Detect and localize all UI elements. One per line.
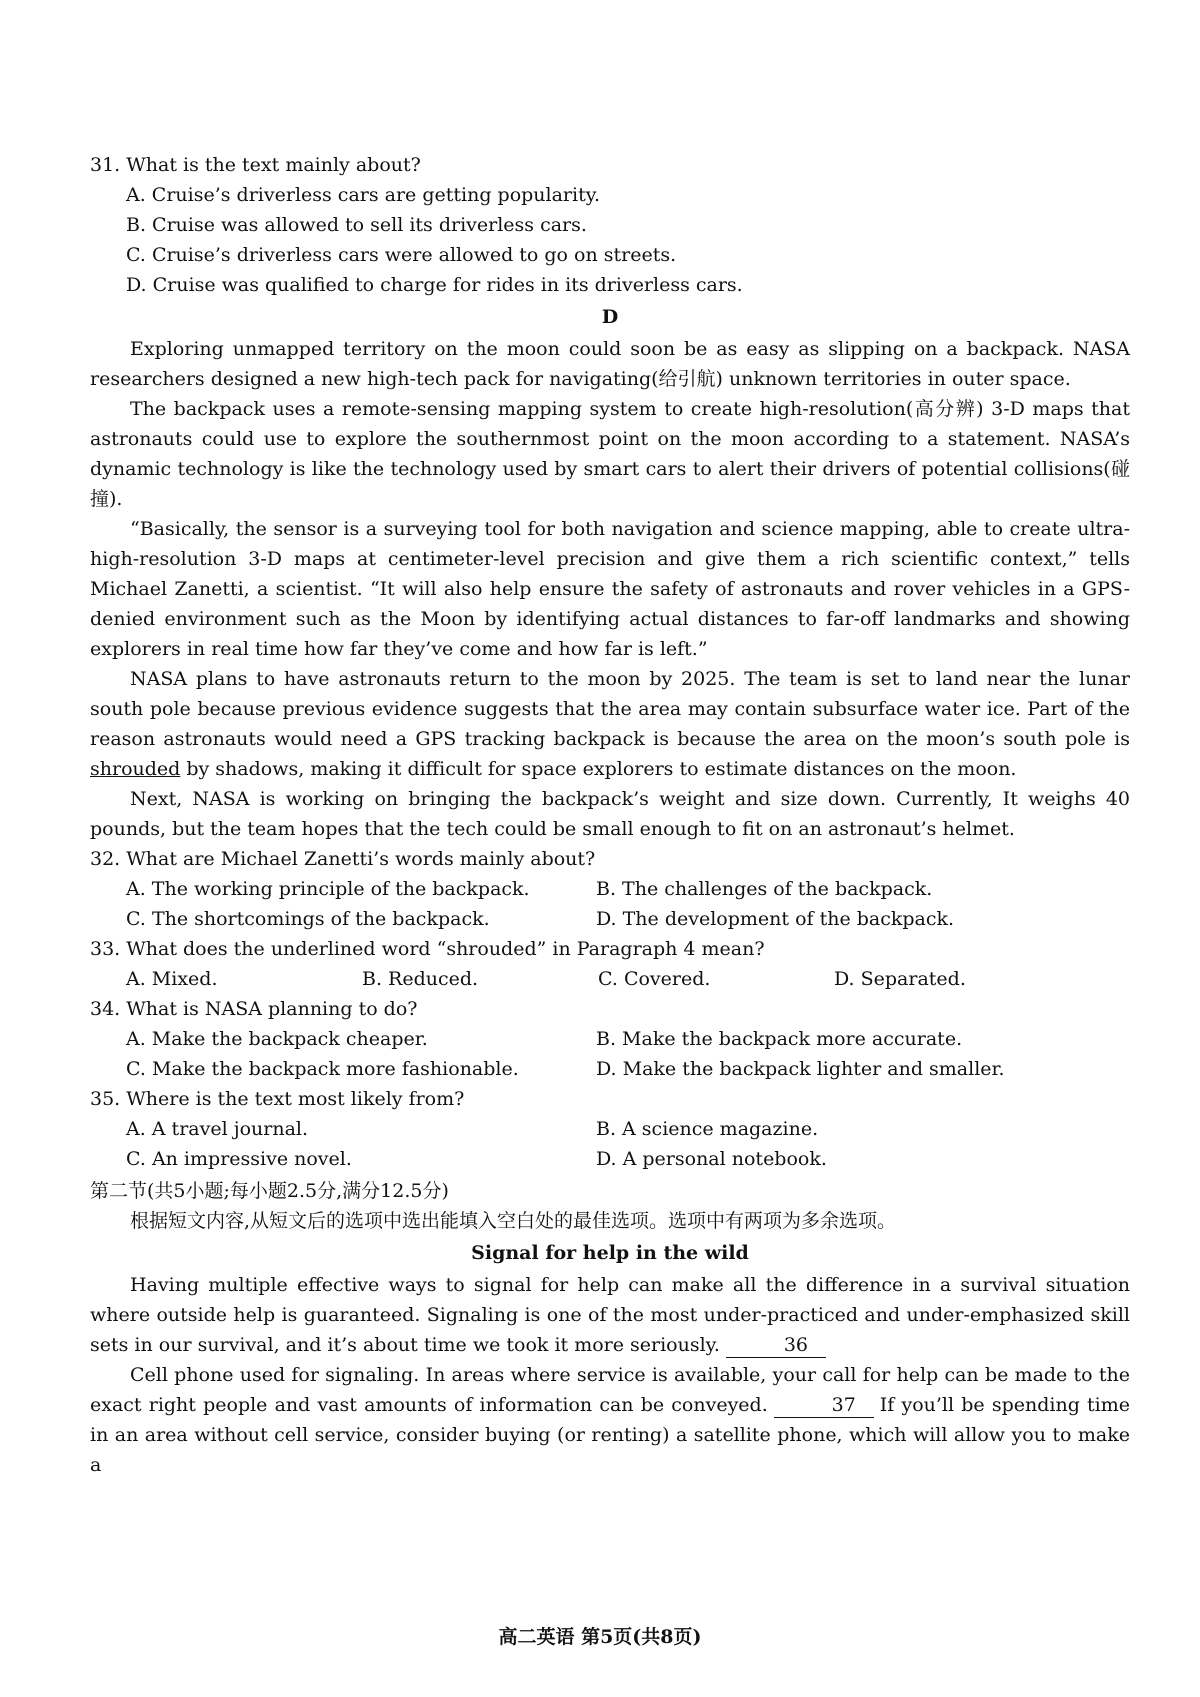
underlined-word: shrouded — [90, 758, 181, 780]
question-stem: 33. What does the underlined word “shrouded” in Paragraph 4 mean? — [90, 938, 765, 960]
question-31 — [90, 150, 1130, 300]
paragraph-4 — [90, 664, 1130, 784]
question-stem: 32. What are Michael Zanetti’s words mainly about? — [90, 848, 596, 870]
option-c: C. Cruise’s driverless cars were allowed to go on streets. — [126, 244, 677, 266]
option-d: D. A personal notebook. — [596, 1148, 827, 1170]
paragraph-2: The backpack uses a remote-sensing mapping system to create high-resolution(高分辨) 3-D maps that astronauts could use to explore the southernmost point on the moon according to a statement. NASA’s dynamic technology is like the technology used by smart cars to alert their drivers of potential collisions(碰撞). — [90, 398, 1130, 510]
blank-37: 37 — [774, 1393, 874, 1418]
page-footer: 高二英语 第5页(共8页) — [498, 1626, 702, 1648]
question-stem: 31. What is the text mainly about? — [90, 154, 421, 176]
blank-36: 36 — [726, 1333, 826, 1358]
option-d: D. Cruise was qualified to charge for rides in its driverless cars. — [126, 274, 743, 296]
option-c: C. Covered. — [598, 968, 711, 990]
question-33 — [90, 934, 1130, 994]
paragraph-3: “Basically, the sensor is a surveying tool for both navigation and science mapping, able to create ultra-high-resolution 3-D maps at centimeter-level precision and give them a rich scientific context,” tells Michael Zanetti, a scientist. “It will also help ensure the safety of astronauts and rover vehicles in a GPS-denied environment such as the Moon by identifying actual distances to far-off landmarks and showing explorers in real time how far they’ve come and how far is left.” — [90, 518, 1130, 660]
question-stem: 34. What is NASA planning to do? — [90, 998, 418, 1020]
option-d: D. The development of the backpack. — [596, 908, 955, 930]
question-stem: 35. Where is the text most likely from? — [90, 1088, 465, 1110]
option-a: A. Make the backpack cheaper. — [126, 1028, 428, 1050]
option-d: D. Separated. — [834, 968, 966, 990]
exam-page — [90, 150, 1130, 1480]
paragraph-4-text-end: by shadows, making it difficult for space explorers to estimate distances on the moon. — [180, 758, 1017, 780]
paragraph-5: Next, NASA is working on bringing the backpack’s weight and size down. Currently, It weighs 40 pounds, but the team hopes that the tech could be small enough to fit on an astronaut’s helmet. — [90, 788, 1130, 840]
paragraph-2-text: Cell phone used for signaling. In areas where service is available, your call for help can be made to the exact right people and vast amounts of information can be conveyed. — [90, 1364, 1130, 1416]
option-c: C. The shortcomings of the backpack. — [126, 908, 490, 930]
option-d: D. Make the backpack lighter and smaller. — [596, 1058, 1005, 1080]
option-c: C. An impressive novel. — [126, 1148, 352, 1170]
section-heading: 第二节(共5小题;每小题2.5分,满分12.5分) — [90, 1180, 449, 1202]
section-2 — [90, 1176, 1130, 1480]
passage-d — [90, 334, 1130, 844]
passage-title: Signal for help in the wild — [471, 1242, 749, 1264]
question-35 — [90, 1084, 1130, 1174]
question-32 — [90, 844, 1130, 934]
option-a: A. The working principle of the backpack. — [126, 878, 530, 900]
paragraph-1 — [90, 1270, 1130, 1360]
paragraph-1-text: Having multiple effective ways to signal for help can make all the difference in a survival situation where outside help is guaranteed. Signaling is one of the most under-practiced and under-emphasized skill sets in our survival, and it’s about time we took it more seriously. — [90, 1274, 1130, 1356]
option-b: B. Make the backpack more accurate. — [596, 1028, 963, 1050]
option-b: B. Reduced. — [362, 968, 479, 990]
option-b: B. A science magazine. — [596, 1118, 819, 1140]
section-instruction: 根据短文内容,从短文后的选项中选出能填入空白处的最佳选项。选项中有两项为多余选项。 — [130, 1210, 897, 1232]
option-b: B. Cruise was allowed to sell its driverless cars. — [126, 214, 587, 236]
option-a: A. Cruise’s driverless cars are getting popularity. — [126, 184, 600, 206]
option-a: A. Mixed. — [126, 968, 218, 990]
option-a: A. A travel journal. — [126, 1118, 309, 1140]
paragraph-1: Exploring unmapped territory on the moon could soon be as easy as slipping on a backpack. NASA researchers designed a new high-tech pack for navigating(给引航) unknown territories in outer space. — [90, 338, 1130, 390]
paragraph-2 — [90, 1360, 1130, 1480]
paragraph-2-text-end: If you’ll be spending time in an area without cell service, consider buying (or renting) a satellite phone, which will allow you to make a — [90, 1394, 1130, 1476]
paragraph-4-text: NASA plans to have astronauts return to the moon by 2025. The team is set to land near the lunar south pole because previous evidence suggests that the area may contain subsurface water ice. Part of the reason astronauts would need a GPS tracking backpack is because the area on the moon’s south pole is — [90, 668, 1130, 750]
passage-label: D — [601, 306, 619, 328]
option-c: C. Make the backpack more fashionable. — [126, 1058, 519, 1080]
option-b: B. The challenges of the backpack. — [596, 878, 933, 900]
question-34 — [90, 994, 1130, 1084]
